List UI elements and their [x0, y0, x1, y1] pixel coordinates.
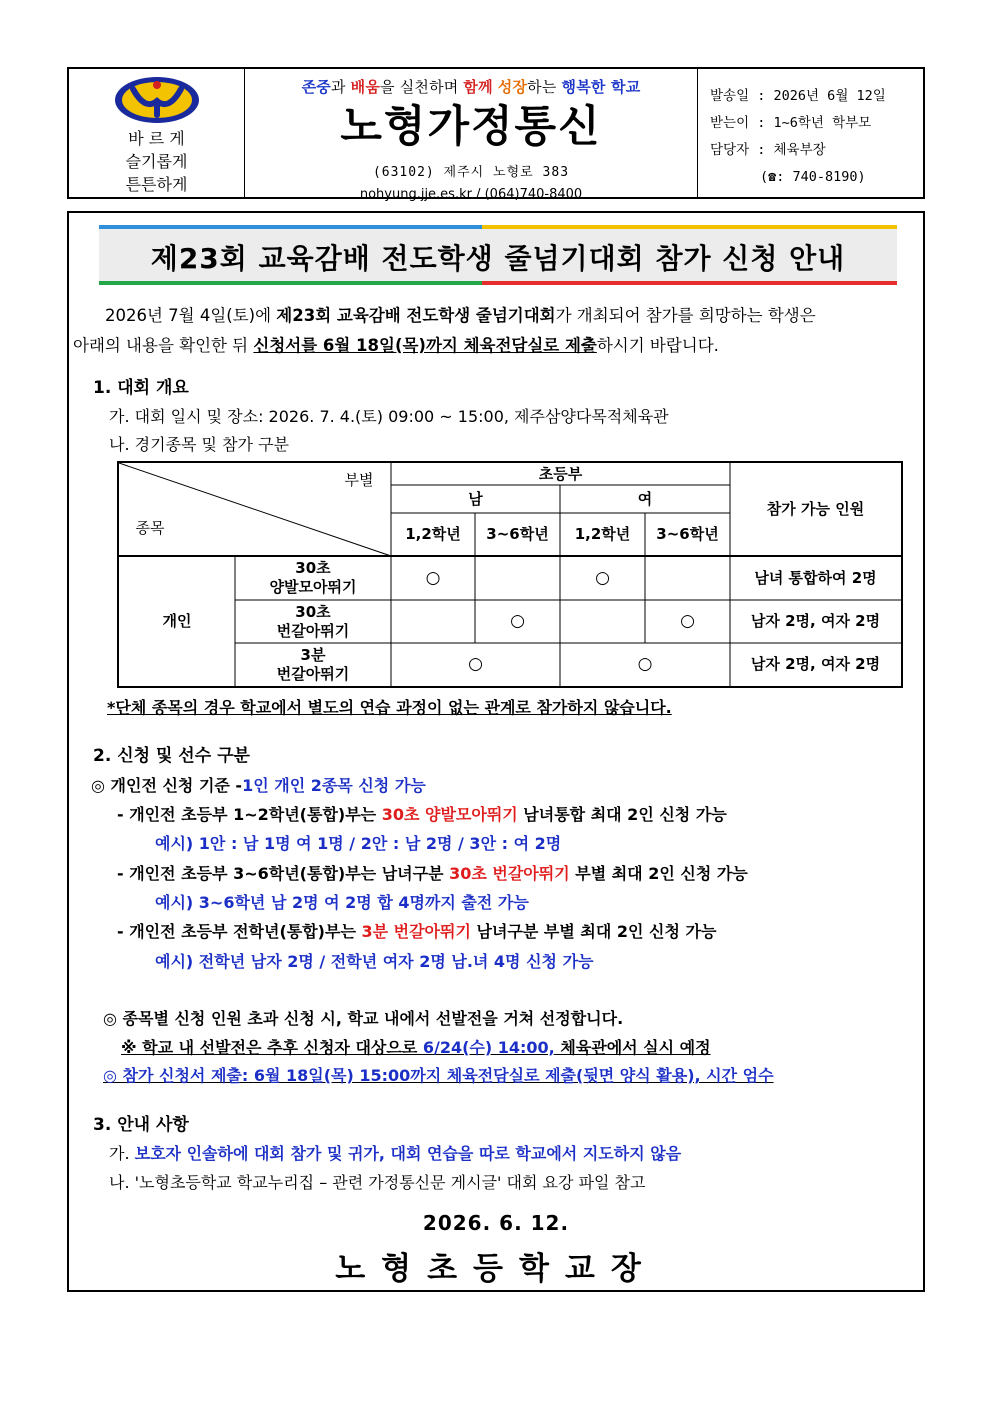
grade-header: 3~6학년 — [656, 525, 719, 543]
slogan-text: 을 실천하며 — [380, 78, 464, 96]
rule-text: 부별 최대 2인 신청 가능 — [569, 864, 748, 883]
phone-number: (☎: 740-8190) — [760, 169, 866, 185]
participation-mark: ○ — [468, 654, 483, 674]
rule-text: 남녀구분 부별 최대 2인 신청 가능 — [470, 922, 717, 941]
school-emblem-panel — [69, 69, 245, 197]
corner-event-label: 종목 — [135, 518, 165, 537]
division-header: 초등부 — [538, 464, 583, 483]
intro-text: 2026년 7월 4일(토)에 — [105, 306, 277, 325]
female-header: 여 — [637, 489, 653, 508]
principal-signature: 노형초등학교장 — [335, 1251, 657, 1287]
section-heading: 1. 대회 개요 — [93, 378, 189, 398]
rule-item — [117, 861, 748, 884]
participation-mark: ○ — [510, 611, 525, 631]
slogan-text: 과 — [330, 78, 351, 96]
deadline-value: 6월 18일(목) 15:00까지 체육전담실로 제출(뒷면 양식 활용), 시간 엄수 — [253, 1066, 774, 1085]
newsletter-title: 노형가정통신 — [340, 102, 602, 152]
intro-text: 가 개최되어 참가를 희망하는 학생은 — [555, 306, 816, 325]
selection-schedule — [121, 1035, 711, 1058]
schedule-text: 체육관에서 실시 예정 — [554, 1038, 711, 1057]
participation-mark: ○ — [595, 567, 610, 588]
intro-text: 하시기 바랍니다. — [596, 336, 719, 355]
application-rule — [91, 773, 426, 796]
person-in-charge: 담당자 : 체육부장 — [710, 142, 826, 158]
send-date: 발송일 : 2026년 6월 12일 — [710, 88, 886, 104]
participation-mark: ○ — [637, 654, 653, 674]
intro-deadline: 신청서를 6월 18일(목)까지 체육전담실로 제출 — [253, 336, 597, 355]
slogan-word: 성장 — [497, 78, 528, 96]
grade-header: 1,2학년 — [405, 525, 461, 543]
rule-text: - 개인전 초등부 1~2학년(통합)부는 — [117, 805, 382, 824]
event-categories-label: 나. 경기종목 및 참가 구분 — [109, 435, 289, 454]
capacity-header: 참가 가능 인원 — [766, 500, 865, 518]
motto: 슬기롭게 — [125, 152, 188, 171]
slogan-word: 함께 — [463, 78, 493, 96]
guide-marker: 가. — [109, 1144, 135, 1163]
submission-deadline — [103, 1063, 774, 1086]
section-heading: 3. 안내 사항 — [93, 1115, 189, 1135]
rule-event: 30초 양발모아뛰기 — [381, 805, 518, 824]
guide-text: 보호자 인솔하에 대회 참가 및 귀가, 대회 연습을 따로 학교에서 지도하지 않음 — [134, 1144, 682, 1163]
guide-item: 나. '노형초등학교 학교누리집 – 관련 가정통신문 게시글' 대회 요강 파일 참고 — [109, 1173, 646, 1192]
participation-mark: ○ — [680, 611, 695, 631]
event-name: 3분 번갈아뛰기 — [276, 645, 350, 683]
intro-paragraph — [73, 301, 919, 361]
slogan-text: 하는 — [527, 78, 562, 96]
guide-item — [109, 1141, 681, 1164]
notice-title-banner — [99, 225, 897, 285]
slogan-word: 배움 — [350, 78, 381, 96]
male-header: 남 — [468, 489, 483, 508]
rule-text: - 개인전 초등부 3~6학년(통합)부는 남녀구분 — [117, 864, 450, 883]
title-bar-bottom — [99, 281, 897, 285]
selection-note: ◎ 종목별 신청 인원 초과 신청 시, 학교 내에서 선발전을 거쳐 선정합니다. — [103, 1009, 624, 1028]
event-name: 30초 번갈아뛰기 — [276, 602, 350, 640]
capacity-value: 남자 2명, 여자 2명 — [750, 612, 881, 630]
grade-header: 1,2학년 — [574, 525, 631, 543]
school-mottos — [69, 127, 244, 196]
rule-item — [117, 802, 727, 825]
event-name: 30초 양발모아뛰기 — [269, 559, 357, 596]
title-bar-top — [99, 225, 897, 229]
motto: 바 르 게 — [128, 129, 185, 148]
recipient: 받는이 : 1~6학년 학부모 — [710, 115, 872, 131]
schedule-text: ※ 학교 내 선발전은 추후 신청자 대상으로 — [121, 1038, 423, 1057]
rule-value: 1인 개인 2종목 신청 가능 — [242, 776, 426, 795]
issue-date: 2026. 6. 12. — [422, 1211, 570, 1235]
rule-event: 30초 번갈아뛰기 — [449, 864, 570, 883]
corner-division-label: 부별 — [344, 470, 374, 489]
event-table — [117, 461, 903, 688]
school-slogan — [245, 76, 697, 97]
newsletter-header — [67, 67, 925, 202]
school-contact: nohyung.jje.es.kr / (064)740-8400 — [359, 187, 583, 202]
section-heading: 2. 신청 및 선수 구분 — [93, 746, 250, 766]
grade-header: 3~6학년 — [486, 525, 549, 543]
rule-event: 3분 번갈아뛰기 — [361, 922, 471, 941]
slogan-word: 행복한 학교 — [561, 78, 641, 96]
category-individual: 개인 — [162, 611, 192, 630]
participation-mark: ○ — [425, 567, 441, 588]
intro-event-name: 제23회 교육감배 전도학생 줄넘기대회 — [276, 306, 556, 325]
rule-example: 예시) 전학년 남자 2명 / 전학년 여자 2명 남.녀 4명 신청 가능 — [155, 952, 594, 971]
school-address: (63102) 제주시 노형로 383 — [372, 165, 570, 180]
event-datetime-place: 가. 대회 일시 및 장소: 2026. 7. 4.(토) 09:00 ~ 15:00, 제주삼양다목적체육관 — [109, 407, 669, 426]
rule-item — [117, 919, 716, 942]
rule-text: 남녀통합 최대 2인 신청 가능 — [517, 805, 727, 824]
rule-text: - 개인전 초등부 전학년(통합)부는 — [117, 922, 362, 941]
capacity-value: 남자 2명, 여자 2명 — [750, 655, 881, 673]
capacity-value: 남녀 통합하여 2명 — [754, 568, 877, 587]
rule-example: 예시) 3~6학년 남 2명 여 2명 합 4명까지 출전 가능 — [155, 893, 529, 912]
intro-text: 아래의 내용을 확인한 뒤 — [73, 336, 254, 355]
schedule-datetime: 6/24(수) 14:00, — [422, 1038, 555, 1057]
school-logo-icon — [113, 75, 201, 125]
rule-label: ◎ 개인전 신청 기준 - — [91, 776, 243, 795]
team-event-note: *단체 종목의 경우 학교에서 별도의 연습 과정이 없는 관계로 참가하지 않습니다. — [107, 698, 672, 717]
deadline-label: ◎ 참가 신청서 제출: — [103, 1066, 254, 1085]
notice-title: 제23회 교육감배 전도학생 줄넘기대회 참가 신청 안내 — [150, 242, 846, 275]
notice-body — [67, 211, 925, 1292]
rule-example: 예시) 1안 : 남 1명 여 1명 / 2안 : 남 2명 / 3안 : 여 2명 — [155, 834, 562, 853]
newsletter-masthead — [245, 69, 698, 202]
dispatch-info — [698, 69, 923, 197]
slogan-word: 존중 — [301, 78, 331, 96]
motto: 튼튼하게 — [125, 175, 188, 194]
